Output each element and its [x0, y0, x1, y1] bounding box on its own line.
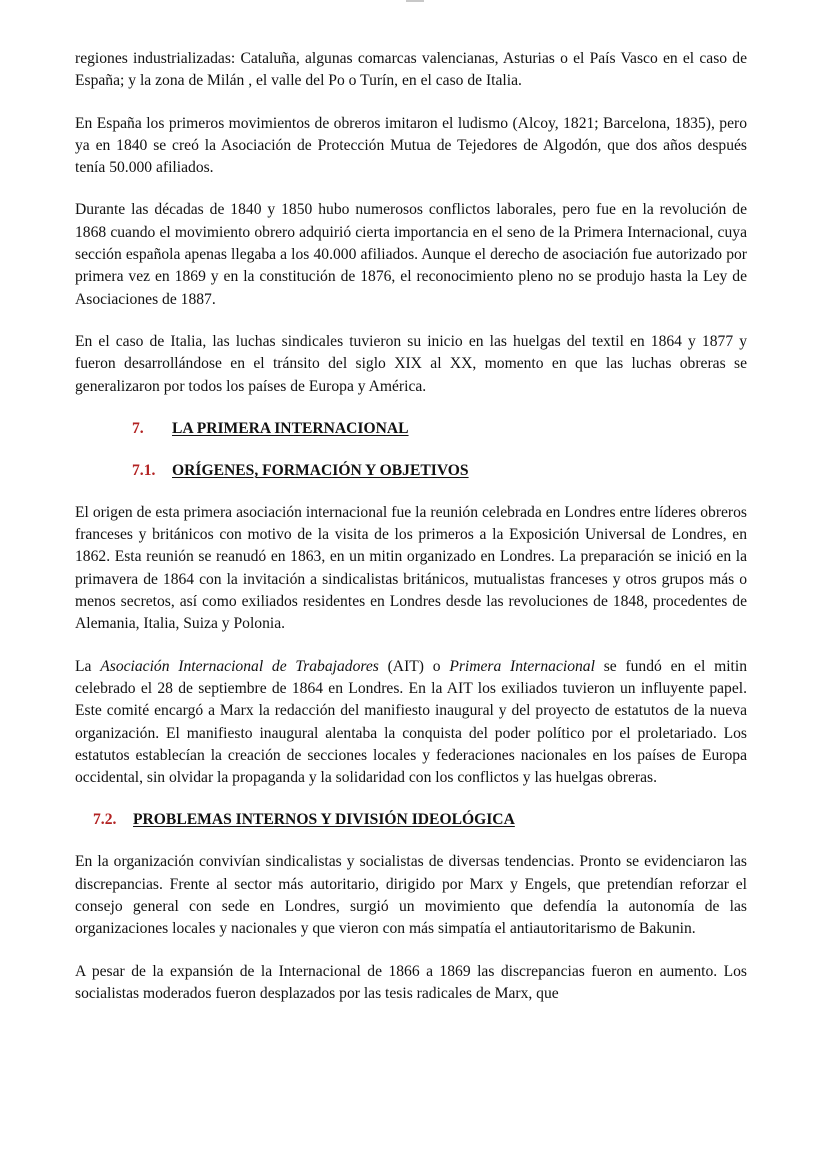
- paragraph-italia: En el caso de Italia, las luchas sindicales tuvieron su inicio en las huelgas del textil en 1864 y 1877 y fueron desarrollándose en el tránsito del siglo XIX al XX, momento en que las luchas obreras se generalizaron por todos los países de Europa y América.: [75, 332, 747, 395]
- paragraph-espana: En España los primeros movimientos de obreros imitaron el ludismo (Alcoy, 1821; Barcelona, 1835), pero ya en 1840 se creó la Asociación de Protección Mutua de Tejedores de Algodón, que dos años después tenía 50.000 afiliados.: [75, 114, 747, 177]
- page-top-mark: [406, 0, 424, 2]
- text-span: (AIT) o: [378, 657, 450, 675]
- paragraph-ait: [75, 656, 747, 790]
- italic-ait-name: Asociación Internacional de Trabajadores: [100, 657, 379, 675]
- paragraph-regiones: regiones industrializadas: Cataluña, algunas comarcas valencianas, Asturias o el País Vasco en el caso de España; y la zona de Milán , el valle del Po o Turín, en el caso de Italia.: [75, 50, 747, 90]
- heading-origenes: [75, 460, 747, 482]
- italic-primera-internacional: Primera Internacional: [449, 657, 595, 675]
- heading-number: 7.1.: [132, 461, 156, 479]
- document-page: [75, 48, 747, 1025]
- heading-primera-internacional: [75, 418, 747, 440]
- paragraph-decadas: Durante las décadas de 1840 y 1850 hubo numerosos conflictos laborales, pero fue en la revolución de 1868 cuando el movimiento obrero adquirió cierta importancia en el seno de la Primera Internacional, cuya sección española apenas llegaba a los 40.000 afiliados. Aunque el derecho de asociación fue autorizado por primera vez en 1869 y en la constitución de 1876, el reconocimiento pleno no se produjo hasta la Ley de Asociaciones de 1887.: [75, 201, 747, 308]
- heading-title: PROBLEMAS INTERNOS Y DIVISIÓN IDEOLÓGICA: [133, 811, 515, 829]
- heading-title: ORÍGENES, FORMACIÓN Y OBJETIVOS: [172, 461, 469, 479]
- paragraph-expansion: A pesar de la expansión de la Internacional de 1866 a 1869 las discrepancias fueron en aumento. Los socialistas moderados fueron desplazados por las tesis radicales de Marx, que: [75, 962, 747, 1002]
- heading-number: 7.: [132, 419, 144, 437]
- text-span: La: [75, 657, 101, 675]
- text-span: se fundó en el mitin celebrado el 28 de septiembre de 1864 en Londres. En la AIT los exiliados tuvieron un influyente papel. Este comité encargó a Marx la redacción del manifiesto inaugural y del proyecto de estatutos de la nueva organización. El manifiesto inaugural alentaba la conquista del poder político por el proletariado. Los estatutos establecían la creación de secciones locales y federaciones nacionales en los países de Europa occidental, sin olvidar la propaganda y la solidaridad con los conflictos y las huelgas obreras.: [75, 657, 747, 787]
- paragraph-organizacion: En la organización convivían sindicalistas y socialistas de diversas tendencias. Pronto se evidenciaron las discrepancias. Frente al sector más autoritario, dirigido por Marx y Engels, que pretendían reforzar el consejo general con sede en Londres, surgió un movimiento que defendía la autonomía de las organizaciones locales y nacionales y que vieron con más simpatía el antiautoritarismo de Bakunin.: [75, 853, 747, 938]
- heading-title: LA PRIMERA INTERNACIONAL: [172, 419, 409, 437]
- paragraph-origen: El origen de esta primera asociación internacional fue la reunión celebrada en Londres entre líderes obreros franceses y británicos con motivo de la visita de los primeros a la Exposición Universal de Londres, en 1862. Esta reunión se reanudó en 1863, en un mitin organizado en Londres. La preparación se inició en la primavera de 1864 con la invitación a sindicalistas británicos, mutualistas franceses y otros grupos más o menos secretos, así como exiliados residentes en Londres desde las revoluciones de 1848, procedentes de Alemania, Italia, Suiza y Polonia.: [75, 503, 747, 633]
- heading-problemas-internos: [75, 809, 747, 831]
- heading-number: 7.2.: [93, 811, 117, 829]
